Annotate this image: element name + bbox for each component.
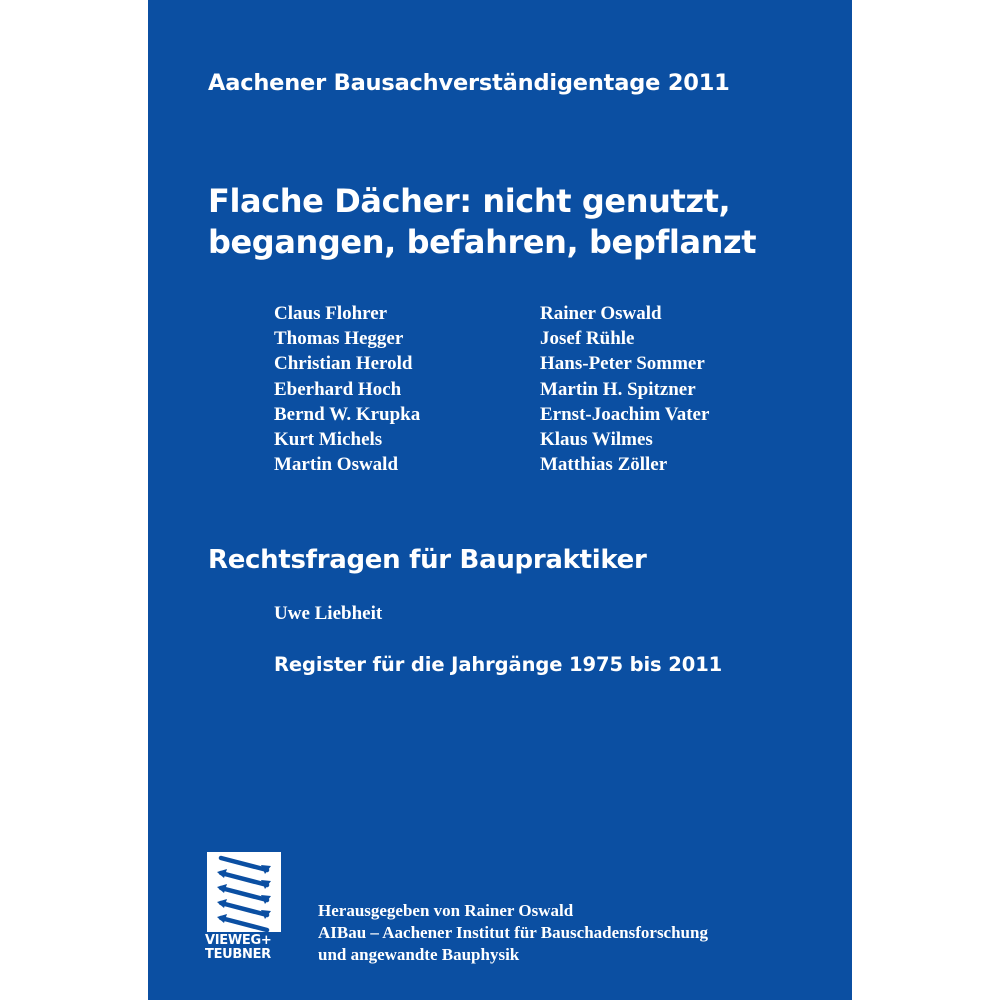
publisher-info-line-2: AIBau – Aachener Institut für Bauschadensforschung <box>318 923 708 942</box>
publisher-info-line-1: Herausgegeben von Rainer Oswald <box>318 901 574 920</box>
main-title-line-1: Flache Dächer: nicht genutzt, <box>208 182 731 220</box>
main-title-line-2: begangen, befahren, bepflanzt <box>208 223 757 261</box>
author-name: Christian Herold <box>274 353 413 375</box>
logo-text-line-2: TEUBNER <box>205 947 271 962</box>
publisher-logo <box>205 850 285 970</box>
register-title: Register für die Jahrgänge 1975 bis 2011 <box>274 653 723 676</box>
author-name: Eberhard Hoch <box>274 378 402 400</box>
book-cover <box>148 0 852 1000</box>
logo-box <box>207 852 281 932</box>
authors-list-left <box>274 301 420 477</box>
author-name: Klaus Wilmes <box>540 428 653 450</box>
author-name: Martin H. Spitzner <box>540 378 696 400</box>
author-name: Bernd W. Krupka <box>274 403 421 425</box>
publisher-info <box>318 900 708 966</box>
main-title <box>208 181 756 263</box>
section-title-legal: Rechtsfragen für Baupraktiker <box>208 545 647 575</box>
author-name: Josef Rühle <box>540 328 635 350</box>
author-name: Ernst-Joachim Vater <box>540 403 710 425</box>
spring-coil-icon <box>207 852 281 932</box>
publisher-logo-text <box>205 934 271 962</box>
section-author: Uwe Liebheit <box>274 603 383 624</box>
author-name: Thomas Hegger <box>274 328 404 350</box>
series-title: Aachener Bausachverständigentage 2011 <box>208 70 730 96</box>
author-name: Martin Oswald <box>274 454 399 476</box>
author-name: Hans-Peter Sommer <box>540 353 705 375</box>
publisher-info-line-3: und angewandte Bauphysik <box>318 945 520 964</box>
authors-list-right <box>540 301 709 477</box>
author-name: Claus Flohrer <box>274 303 388 324</box>
author-name: Rainer Oswald <box>540 303 662 324</box>
author-name: Kurt Michels <box>274 428 383 450</box>
author-name: Matthias Zöller <box>540 454 668 476</box>
logo-text-line-1: VIEWEG+ <box>205 933 272 948</box>
